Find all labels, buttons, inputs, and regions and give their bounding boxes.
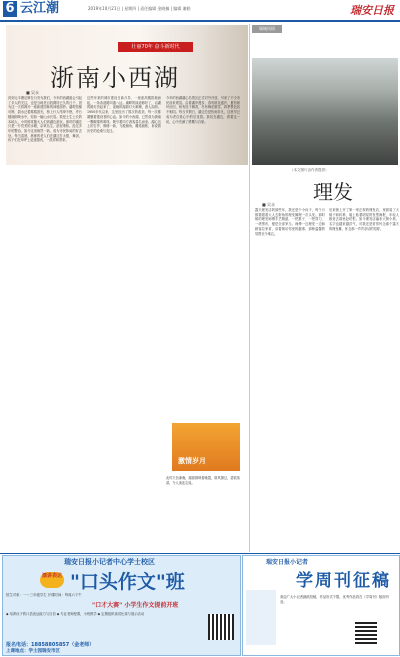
article2-column-1: 露天理发店的那些年，我还是个小孩子，每个月都要跟着大人去街角的理发摊理一次头发。那时候的理发师傅手艺精湛，一把推子、一把剪刀、一块围布，便是全部家当。师傅一边理发一边和顾客拉家常，讲着街坊邻里的趣事，那种温馨的氛围至今难忘。: [255, 208, 325, 236]
column-divider: [249, 24, 250, 552]
ad-feature-list: ◆ 培养孩子的口语表达能力与自信 ◆ 专业老师授课，小班教学 ◆ 定期组织演讲比赛与展示活动: [6, 612, 145, 616]
article-column-3-end: 此时天色渐晚，湖面倒映着晚霞，微风拂过，碧波荡漾，令人流连忘返。: [166, 476, 240, 485]
theme-banner: 壮丽70年 奋斗新时代: [118, 42, 193, 52]
notice-illustration: [246, 590, 276, 645]
section-title: 云江潮: [20, 1, 60, 16]
page-number: 6: [3, 1, 17, 17]
article2-author: ■ 吴永: [262, 202, 276, 207]
notice-title: 学周刊征稿: [296, 571, 391, 591]
ad-title: "口头作文"班: [70, 571, 185, 593]
ad-organizer: 瑞安日报小记者中心学士校区: [64, 558, 155, 566]
street-photo: [252, 58, 398, 165]
article-column-1: 说到元丰塘足够在月亮为我们，今年的西湖盛会引起了多人的关注，也是当地老百姓期待已久的日子，因为这一天将揭开一座新建园林的神秘面纱。湖堤依稀可辨，碧水泛着粼粼波光，桥上行人络绎不绝，亭台楼阁倒映水中，宛如一幅山水长卷。我是土生土长的本地人，小时候常随大人们到湖边游玩，那时的湖还只是一片荒芜的水塘，杂草丛生，淤泥堆积。经过多年的整治，如今这里焕然一新，成为市民休闲的好去处。每当清晨，晨练的老人们在湖边打太极、舞剑，孩子们在草坪上追逐嬉戏，一派祥和景象。: [8, 96, 82, 143]
section-tag: 瑞城风情: [252, 25, 282, 33]
ad-badge: 演讲表达: [40, 572, 64, 588]
article-author: ■ 吴永: [26, 90, 40, 95]
date-line: 2019年10月21日 | 星期四 | 责任编辑 金晓楠 | 编辑 谢皓: [88, 6, 191, 11]
photo-caption: （本文图片由作者提供）: [290, 168, 329, 172]
newspaper-logo: 瑞安日报: [350, 4, 394, 17]
ad-info: 招生对象：一～三年级学生 开课时间：每周六下午: [6, 593, 82, 597]
qr-code-icon: [355, 622, 377, 644]
notice-header: 瑞安日报小记者: [266, 559, 309, 566]
notice-text: 欢迎广大小记者踊跃投稿，作品形式不限，优秀作品将在《学周刊》版面刊登。: [280, 595, 389, 604]
article2-title: 理发: [313, 180, 353, 204]
qr-code-icon: [208, 614, 234, 640]
page-header: [0, 0, 400, 22]
article2-column-2: 后来街上开了第一家正规的理发店，里面装了大镜子和转椅，墙上贴着明星的发型海报，年轻人都爱去那里赶时髦。如今理发店遍布大街小巷，名字也越来越洋气，可我还是常常怀念那个露天的理发摊，怀念那一声声亲切的招呼。: [329, 208, 399, 231]
ad-subtitle: "口才大赛" 小学生作文提前开班: [92, 602, 179, 609]
article-column-2: 这些年来的城市建设日新月异，一座座高楼拔地而起，一条条道路四通八达。湖畔的绿道修好了，沿湖的路灯亮起来了，夜晚的湖面灯火阑珊，游人如织。1950年代以来，这里经历了数次的改造，每一次都凝聚着建设者的心血。如今的小西湖，已然成为浙南一颗璀璨的明珠，吸引着四方游客慕名而来。湖心岛上的古亭，修缮一新，飞檐翘角，雕梁画栋，诉说着历史的沧桑与变迁。: [87, 96, 161, 133]
article-title: 浙南小西湖: [50, 64, 180, 92]
column-badge-label: 激情岁月: [178, 457, 206, 465]
ad-address: 上课地点：学士园瑞安市区: [6, 649, 60, 654]
ad-phone: 报名电话：18858805857（金老师）: [6, 642, 95, 648]
article-column-3: 今年的西湖湖心岛景区正式对外开放，引来了不少市民前来观赏。沿着湖岸漫步，春有桃花盛开，夏有荷叶田田，秋有桂子飘香，冬有梅花傲雪，四季景色各不相同。每当节假日，湖边总是热闹非凡，这里早已成为老百姓心中的后花园。我站在湖边，看着这一切，心中充满了感慨与自豪。: [166, 96, 240, 124]
